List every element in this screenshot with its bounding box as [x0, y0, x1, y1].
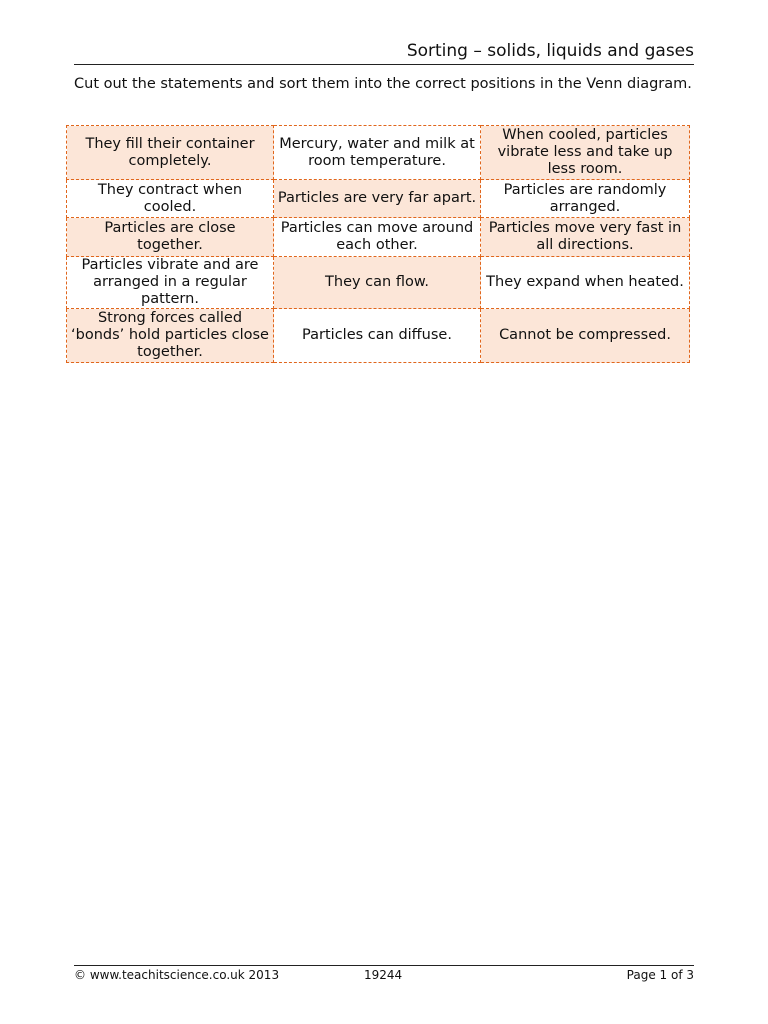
- statement-card: Strong forces called ‘bonds’ hold particles close together.: [67, 309, 274, 363]
- statement-cards-table: [66, 125, 690, 363]
- table-row: [67, 309, 690, 363]
- instructions: Cut out the statements and sort them into the correct positions in the Venn diagram.: [74, 76, 692, 92]
- copyright-text: © www.teachitscience.co.uk 2013: [74, 968, 280, 982]
- statement-card: Particles can move around each other.: [274, 218, 481, 257]
- table-row: [67, 218, 690, 257]
- statement-card: Particles are very far apart.: [274, 180, 481, 218]
- page-number: Page 1 of 3: [626, 968, 694, 982]
- statement-card: They contract when cooled.: [67, 180, 274, 218]
- table-row: [67, 257, 690, 309]
- resource-code: 19244: [364, 968, 403, 982]
- statement-card: They can flow.: [274, 257, 481, 309]
- statement-card: Particles can diffuse.: [274, 309, 481, 363]
- statement-card: Particles are randomly arranged.: [481, 180, 690, 218]
- table-row: [67, 126, 690, 180]
- table-row: [67, 180, 690, 218]
- statement-card: Particles move very fast in all directions.: [481, 218, 690, 257]
- statement-card: They expand when heated.: [481, 257, 690, 309]
- page-title: Sorting – solids, liquids and gases: [406, 41, 694, 61]
- statement-card: When cooled, particles vibrate less and take up less room.: [481, 126, 690, 180]
- statement-card: Mercury, water and milk at room temperature.: [274, 126, 481, 180]
- statement-card: Cannot be compressed.: [481, 309, 690, 363]
- statement-card: Particles vibrate and are arranged in a regular pattern.: [67, 257, 274, 309]
- page-header: [74, 40, 694, 65]
- statement-card: Particles are close together.: [67, 218, 274, 257]
- page-footer: [74, 965, 694, 985]
- statement-card: They fill their container completely.: [67, 126, 274, 180]
